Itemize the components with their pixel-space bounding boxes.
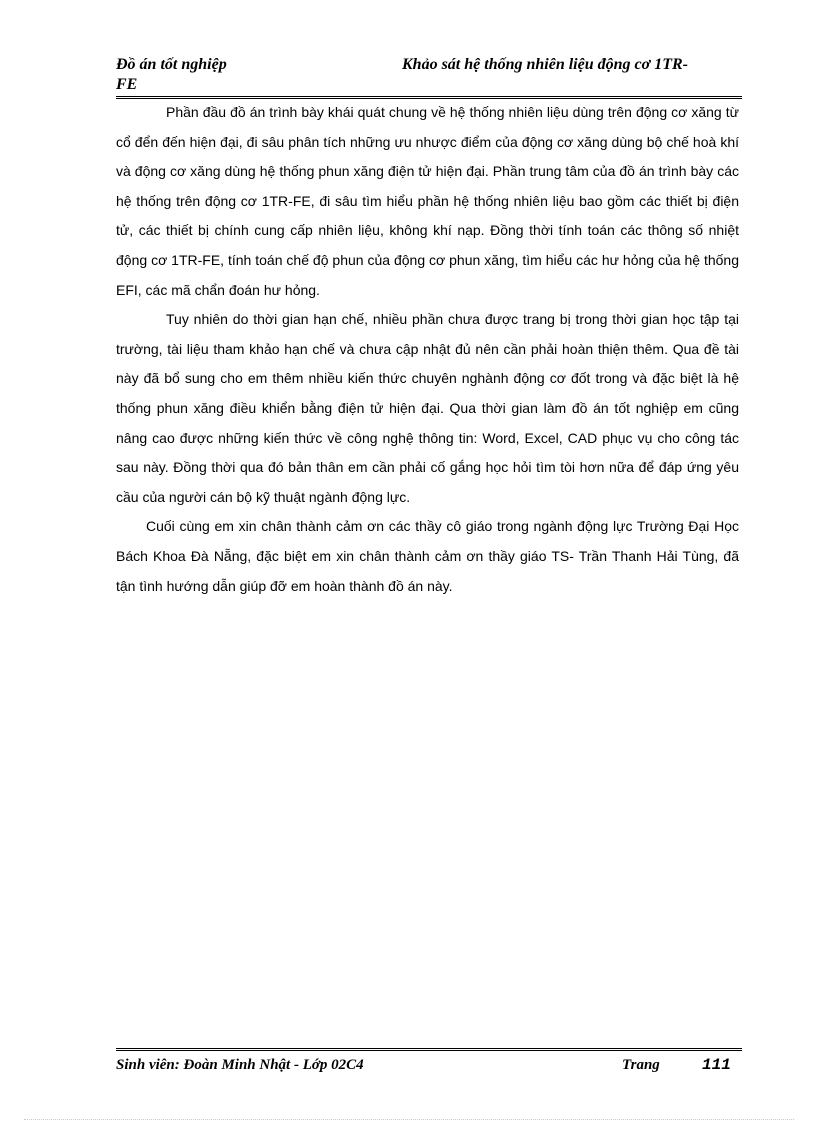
paragraph-intro: Phần đầu đồ án trình bày khái quát chung về hệ thống nhiên liệu dùng trên động cơ xăng từ cổ đển đến hiện đại, đi sâu phân tích những ưu nhược điểm của động cơ xăng dùng bộ chế hoà khí và động cơ xăng dùng hệ thống phun xăng điện tử hiện đại. Phần trung tâm của đồ án trình bày các hệ thống trên động cơ 1TR-FE, đi sâu tìm hiểu phần hệ thống nhiên liệu bao gồm các thiết bị điện tử, các thiết bị chính cung cấp nhiên liệu, không khí nạp. Đồng thời tính toán các thông số nhiệt động cơ 1TR-FE, tính toán chế độ phun của động cơ phun xăng, tìm hiểu các hư hỏng của hệ thống EFI, các mã chẩn đoán hư hỏng. — [116, 104, 739, 298]
paragraph-limitations: Tuy nhiên do thời gian hạn chế, nhiều phần chưa được trang bị trong thời gian học tập tại trường, tài liệu tham khảo hạn chế và chưa cập nhật đủ nên cần phải hoàn thiện thêm. Qua đề tài này đã bổ sung cho em thêm nhiều kiến thức chuyên nghành động cơ đốt trong và đặc biệt là hệ thống phun xăng điều khiển bằng điện tử hiện đại. Qua thời gian làm đồ án tốt nghiệp em cũng nâng cao được những kiến thức về công nghệ thông tin: Word, Excel, CAD phục vụ cho công tác sau này. Đồng thời qua đó bản thân em cần phải cố gắng học hỏi tìm tòi hơn nữa để đáp ứng yêu cầu của người cán bộ kỹ thuật ngành động lực. — [116, 311, 739, 505]
footer-student-info: Sinh viên: Đoàn Minh Nhật - Lớp 02C4 — [116, 1057, 364, 1073]
header-title-right: Khảo sát hệ thống nhiên liệu động cơ 1TR- — [402, 56, 688, 73]
page-bottom-edge — [24, 1119, 794, 1120]
header-title-left: Đồ án tốt nghiệp — [116, 56, 227, 73]
footer-page-label: Trang — [622, 1057, 660, 1073]
page-footer — [116, 1055, 742, 1075]
header-title-continuation: FE — [116, 76, 138, 93]
footer-page-number: 111 — [702, 1056, 731, 1074]
document-body — [116, 98, 739, 601]
page-header — [116, 55, 742, 99]
footer-divider — [116, 1048, 742, 1051]
paragraph-acknowledgement: Cuối cùng em xin chân thành cảm ơn các thầy cô giáo trong ngành động lực Trường Đại Học Bách Khoa Đà Nẵng, đặc biệt em xin chân thành cảm ơn thầy giáo TS- Trần Thanh Hải Tùng, đã tận tình hướng dẫn giúp đỡ em hoàn thành đồ án này. — [116, 518, 739, 594]
